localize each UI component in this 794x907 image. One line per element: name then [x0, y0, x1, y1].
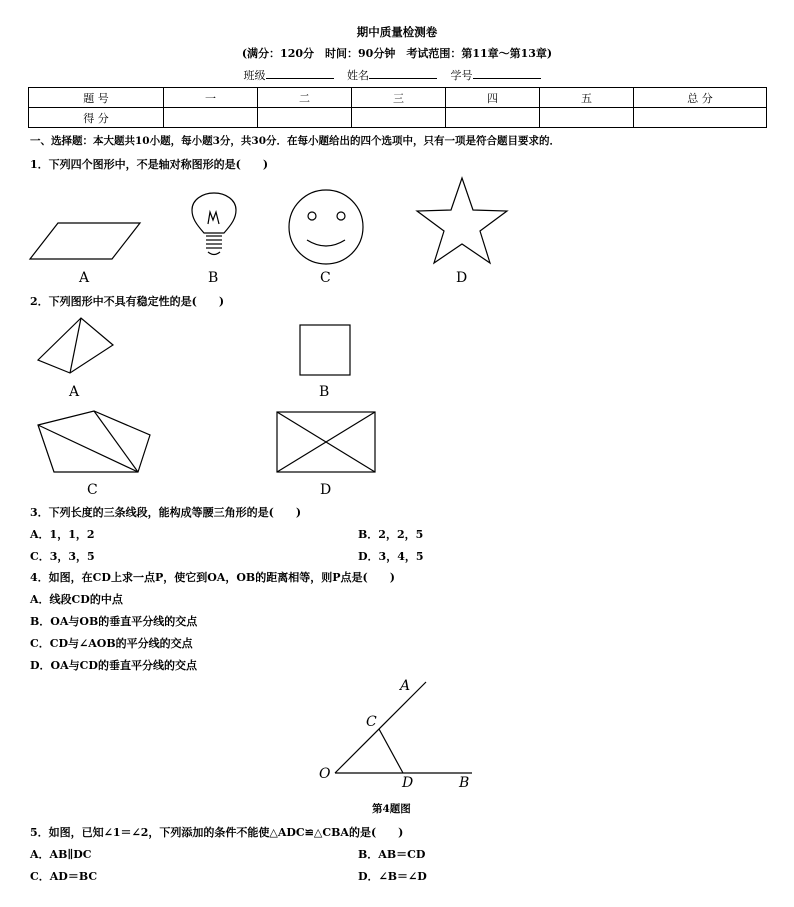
q2-label-a: A — [69, 384, 80, 400]
q1-label-c: C — [320, 270, 331, 286]
q2-label-c: C — [87, 482, 98, 498]
class-label: 班级 — [243, 69, 266, 82]
score-header-cell: 三 — [352, 88, 446, 108]
point-d-label: D — [402, 775, 414, 791]
q3-option-a[interactable]: A．1，1，2 — [30, 528, 95, 541]
q5-option-b[interactable]: B．AB＝CD — [358, 848, 426, 861]
q4-option-c[interactable]: C．CD与∠AOB的平分线的交点 — [30, 637, 193, 650]
point-a-label: A — [400, 678, 411, 694]
point-b-label: B — [459, 775, 470, 791]
q4-option-d[interactable]: D．OA与CD的垂直平分线的交点 — [30, 659, 197, 672]
q4-figure-caption: 第4题图 — [372, 803, 411, 815]
question-1-text: 1．下列四个图形中，不是轴对称图形的是( ) — [30, 158, 269, 171]
point-c-label: C — [366, 714, 377, 730]
q3-option-b[interactable]: B．2，2，5 — [358, 528, 424, 541]
q5-option-d[interactable]: D．∠B＝∠D — [358, 870, 427, 883]
q5-option-c[interactable]: C．AD＝BC — [30, 870, 98, 883]
score-header-cell: 一 — [164, 88, 258, 108]
score-row-label: 得 分 — [29, 108, 164, 128]
q4-option-a[interactable]: A．线段CD的中点 — [30, 593, 123, 606]
q4-option-b[interactable]: B．OA与OB的垂直平分线的交点 — [30, 615, 198, 628]
q1-label-b: B — [208, 270, 219, 286]
question-5-text: 5．如图，已知∠1＝∠2，下列添加的条件不能使△ADC≌△CBA的是( ) — [30, 826, 404, 839]
question-4-text: 4．如图，在CD上求一点P，使它到OA，OB的距离相等，则P点是( ) — [30, 571, 395, 584]
q2-label-b: B — [319, 384, 330, 400]
q3-option-d[interactable]: D．3，4，5 — [358, 550, 424, 563]
page-title: 期中质量检测卷 — [356, 25, 438, 39]
exam-subtitle: (满分：120分 时间：90分钟 考试范围：第11章～第13章) — [241, 47, 553, 60]
score-header-cell: 题 号 — [29, 88, 164, 108]
score-header-cell: 四 — [446, 88, 540, 108]
q3-option-c[interactable]: C．3，3，5 — [30, 550, 95, 563]
q1-label-a: A — [79, 270, 90, 286]
score-header-cell: 总 分 — [634, 88, 767, 108]
segment-cd — [379, 729, 403, 773]
score-header-cell: 二 — [258, 88, 352, 108]
q5-option-a[interactable]: A．AB∥DC — [30, 848, 92, 861]
section-heading: 一、选择题：本大题共10小题，每小题3分，共30分．在每小题给出的四个选项中，只有一项是符合题目要求的． — [30, 135, 561, 147]
ray-oa — [335, 682, 426, 773]
q2-label-d: D — [320, 482, 332, 498]
question-3-text: 3．下列长度的三条线段，能构成等腰三角形的是( ) — [30, 506, 302, 519]
point-o-label: O — [319, 766, 331, 782]
id-label: 学号 — [450, 69, 473, 82]
score-header-cell: 五 — [540, 88, 634, 108]
q1-label-d: D — [456, 270, 468, 286]
name-label: 姓名 — [347, 69, 369, 82]
question-2-text: 2．下列图形中不具有稳定性的是( ) — [30, 295, 225, 308]
